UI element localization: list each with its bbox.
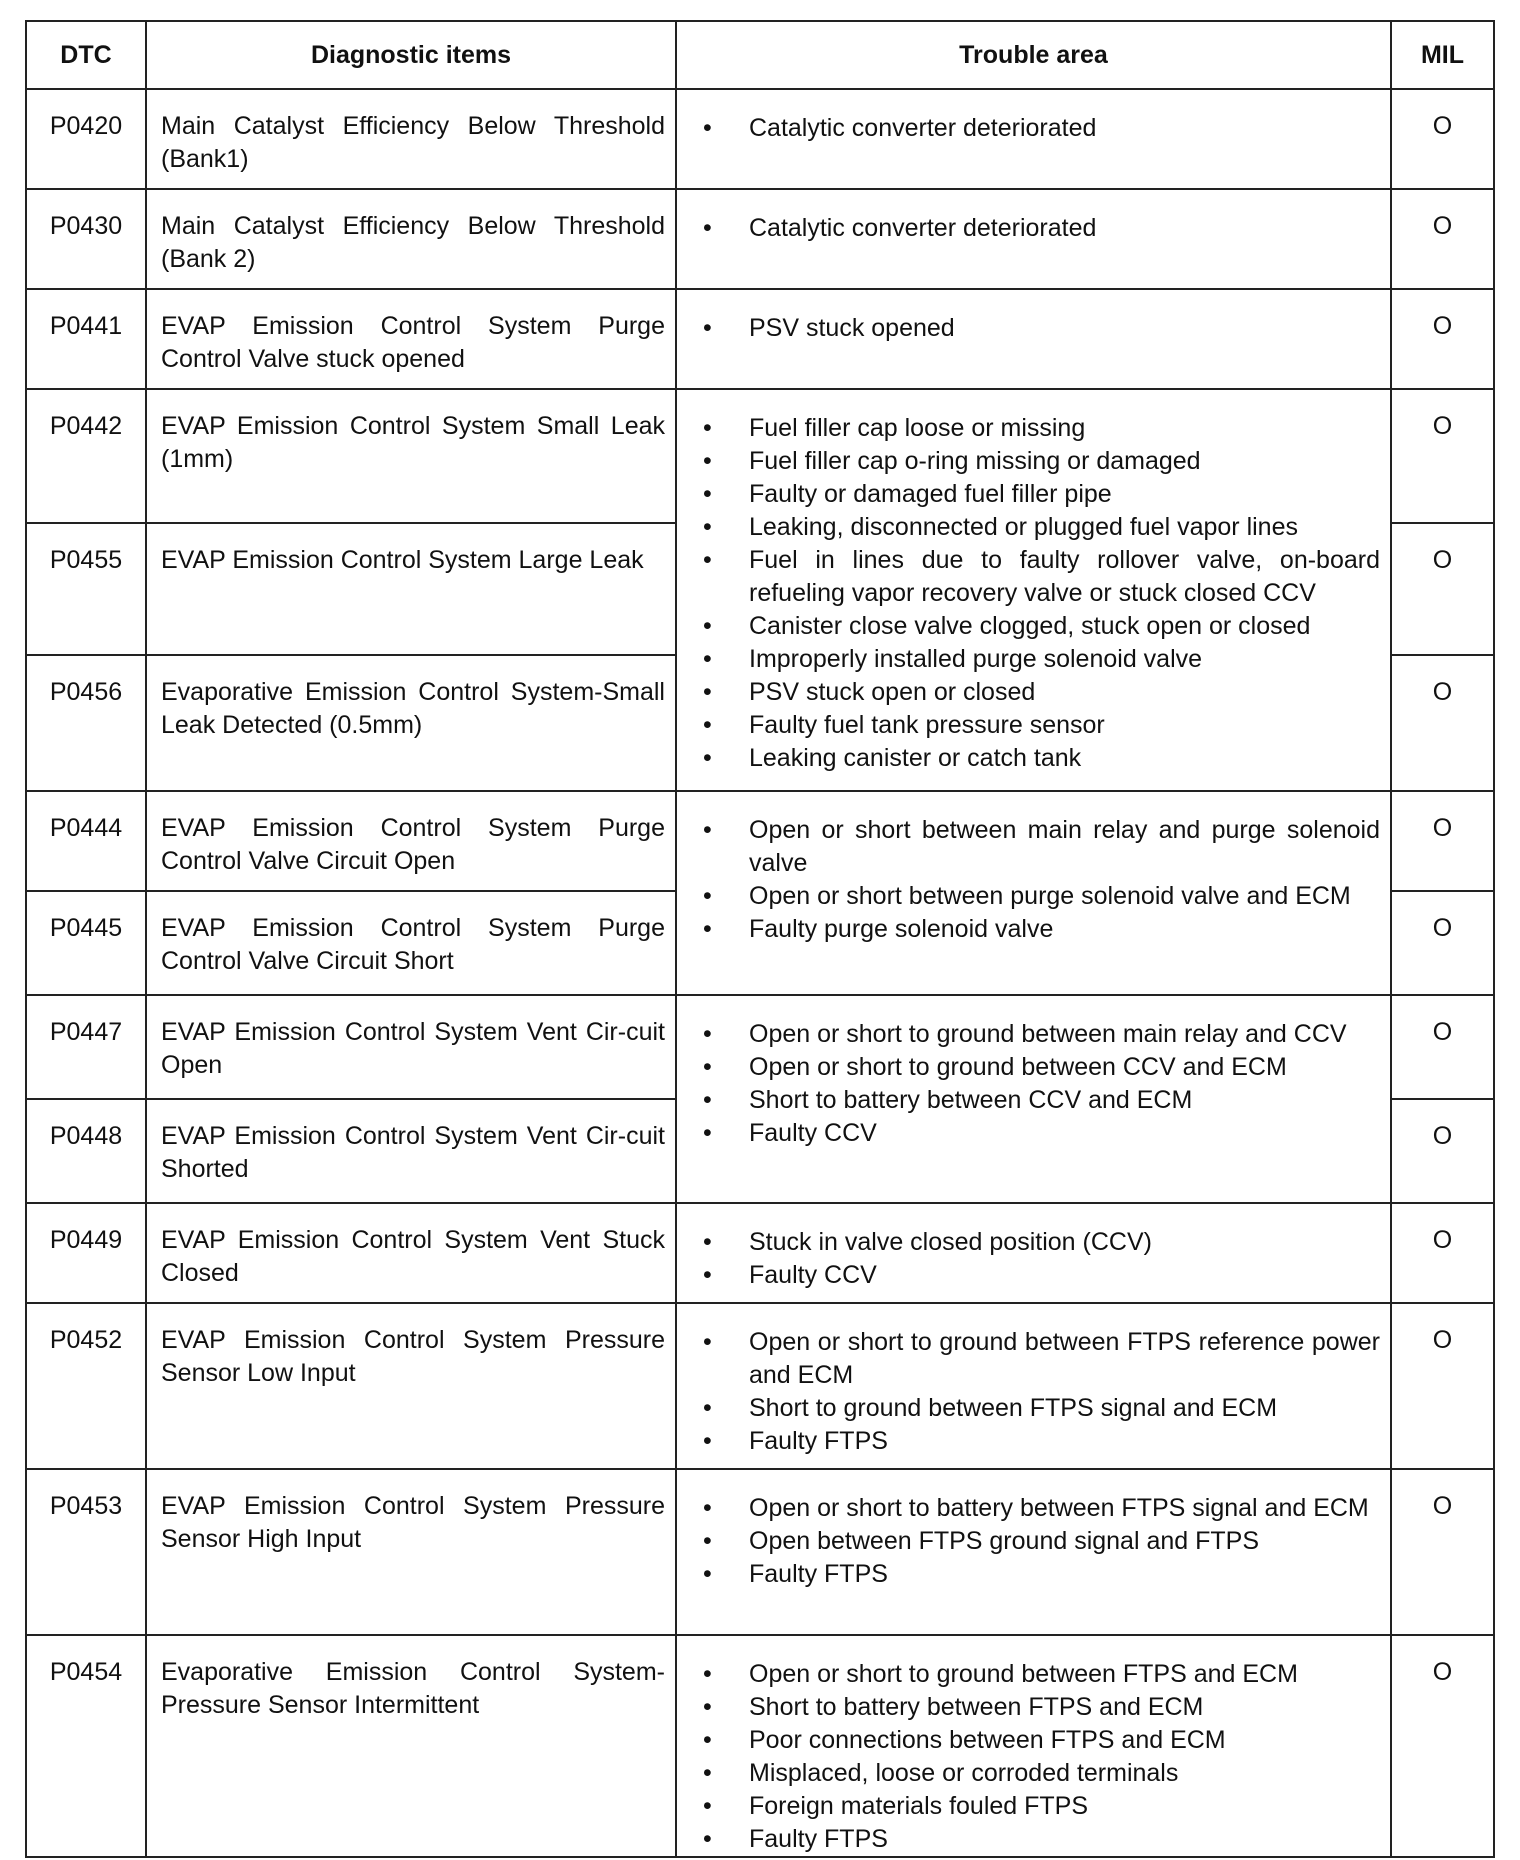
dtc-code: P0442 (26, 389, 146, 523)
trouble-list (703, 1492, 1380, 1591)
table-row (26, 1635, 1494, 1857)
diagnostic-item: Main Catalyst Efficiency Below Threshold (Bank 2) (146, 189, 676, 289)
trouble-item: • Faulty FTPS (703, 1558, 1380, 1591)
mil-mark: O (1391, 1469, 1494, 1635)
table-row (26, 289, 1494, 389)
trouble-item: • Open or short to ground between FTPS and ECM (703, 1658, 1380, 1691)
mil-mark: O (1391, 891, 1494, 995)
trouble-item: • Open or short to ground between FTPS reference power and ECM (703, 1326, 1380, 1392)
trouble-item: • Open between FTPS ground signal and FTPS (703, 1525, 1380, 1558)
trouble-area (676, 89, 1391, 189)
trouble-list (703, 412, 1380, 775)
trouble-item: • Faulty fuel tank pressure sensor (703, 709, 1380, 742)
trouble-area (676, 1203, 1391, 1303)
trouble-area (676, 995, 1391, 1203)
trouble-item: • Open or short between main relay and purge solenoid valve (703, 814, 1380, 880)
trouble-area (676, 791, 1391, 995)
dtc-code: P0445 (26, 891, 146, 995)
diagnostic-item: EVAP Emission Control System Vent Cir-cuit Open (146, 995, 676, 1099)
trouble-item: • Fuel filler cap loose or missing (703, 412, 1380, 445)
trouble-list (703, 212, 1380, 245)
trouble-item: • Short to battery between FTPS and ECM (703, 1691, 1380, 1724)
table-row (26, 1469, 1494, 1635)
trouble-area (676, 389, 1391, 791)
diagnostic-item: EVAP Emission Control System Small Leak (1mm) (146, 389, 676, 523)
trouble-item: • Misplaced, loose or corroded terminals (703, 1757, 1380, 1790)
mil-mark: O (1391, 1635, 1494, 1857)
trouble-list (703, 1658, 1380, 1856)
dtc-code: P0449 (26, 1203, 146, 1303)
trouble-list (703, 1018, 1380, 1150)
diagnostic-item: Main Catalyst Efficiency Below Threshold (Bank1) (146, 89, 676, 189)
trouble-area (676, 1469, 1391, 1635)
trouble-item: • Leaking, disconnected or plugged fuel vapor lines (703, 511, 1380, 544)
table-row (26, 89, 1494, 189)
mil-mark: O (1391, 89, 1494, 189)
dtc-code: P0452 (26, 1303, 146, 1469)
mil-mark: O (1391, 1203, 1494, 1303)
trouble-item: • Faulty CCV (703, 1259, 1380, 1292)
trouble-item: • Open or short to battery between FTPS signal and ECM (703, 1492, 1380, 1525)
table-row (26, 995, 1494, 1099)
table-row (26, 791, 1494, 891)
mil-mark: O (1391, 1099, 1494, 1203)
mil-mark: O (1391, 995, 1494, 1099)
dtc-code: P0448 (26, 1099, 146, 1203)
dtc-code: P0455 (26, 523, 146, 655)
header-trouble-area: Trouble area (676, 21, 1391, 89)
diagnostic-item: EVAP Emission Control System Vent Cir-cuit Shorted (146, 1099, 676, 1203)
table-row (26, 1203, 1494, 1303)
header-dtc: DTC (26, 21, 146, 89)
diagnostic-item: EVAP Emission Control System Pressure Sensor Low Input (146, 1303, 676, 1469)
mil-mark: O (1391, 1303, 1494, 1469)
dtc-code: P0453 (26, 1469, 146, 1635)
dtc-code: P0444 (26, 791, 146, 891)
trouble-item: • PSV stuck opened (703, 312, 1380, 345)
mil-mark: O (1391, 289, 1494, 389)
mil-mark: O (1391, 655, 1494, 791)
trouble-item: • Canister close valve clogged, stuck open or closed (703, 610, 1380, 643)
trouble-item: • Open or short to ground between main relay and CCV (703, 1018, 1380, 1051)
trouble-item: • Fuel filler cap o-ring missing or damaged (703, 445, 1380, 478)
trouble-item: • Faulty FTPS (703, 1425, 1380, 1458)
trouble-item: • Poor connections between FTPS and ECM (703, 1724, 1380, 1757)
mil-mark: O (1391, 523, 1494, 655)
trouble-list (703, 1326, 1380, 1458)
trouble-item: • Stuck in valve closed position (CCV) (703, 1226, 1380, 1259)
table-row (26, 189, 1494, 289)
trouble-item: • Faulty purge solenoid valve (703, 913, 1380, 946)
diagnostic-item: EVAP Emission Control System Pressure Sensor High Input (146, 1469, 676, 1635)
table-row (26, 389, 1494, 523)
trouble-area (676, 1303, 1391, 1469)
table-row (26, 1303, 1494, 1469)
mil-mark: O (1391, 791, 1494, 891)
trouble-item: • Improperly installed purge solenoid valve (703, 643, 1380, 676)
dtc-code: P0430 (26, 189, 146, 289)
dtc-code: P0420 (26, 89, 146, 189)
trouble-item: • Fuel in lines due to faulty rollover valve, on-board refueling vapor recovery valve or stuck closed CCV (703, 544, 1380, 610)
dtc-code: P0454 (26, 1635, 146, 1857)
trouble-area (676, 1635, 1391, 1857)
dtc-code: P0441 (26, 289, 146, 389)
trouble-item: • Catalytic converter deteriorated (703, 212, 1380, 245)
mil-mark: O (1391, 389, 1494, 523)
trouble-area (676, 189, 1391, 289)
diagnostic-item: EVAP Emission Control System Vent Stuck Closed (146, 1203, 676, 1303)
diagnostic-item: EVAP Emission Control System Purge Control Valve Circuit Short (146, 891, 676, 995)
trouble-item: • Faulty or damaged fuel filler pipe (703, 478, 1380, 511)
dtc-table (25, 20, 1493, 1852)
trouble-item: • Open or short between purge solenoid valve and ECM (703, 880, 1380, 913)
diagnostic-item: EVAP Emission Control System Purge Control Valve Circuit Open (146, 791, 676, 891)
trouble-list (703, 814, 1380, 946)
trouble-item: • Faulty FTPS (703, 1823, 1380, 1856)
header-mil: MIL (1391, 21, 1494, 89)
diagnostic-item: EVAP Emission Control System Large Leak (146, 523, 676, 655)
diagnostic-item: EVAP Emission Control System Purge Control Valve stuck opened (146, 289, 676, 389)
trouble-item: • Catalytic converter deteriorated (703, 112, 1380, 145)
trouble-item: • Short to ground between FTPS signal and ECM (703, 1392, 1380, 1425)
header-row (26, 21, 1494, 89)
trouble-list (703, 312, 1380, 345)
dtc-code: P0447 (26, 995, 146, 1099)
trouble-area (676, 289, 1391, 389)
header-diagnostic-items: Diagnostic items (146, 21, 676, 89)
trouble-item: • Short to battery between CCV and ECM (703, 1084, 1380, 1117)
dtc-code: P0456 (26, 655, 146, 791)
trouble-item: • Leaking canister or catch tank (703, 742, 1380, 775)
trouble-item: • Faulty CCV (703, 1117, 1380, 1150)
trouble-item: • PSV stuck open or closed (703, 676, 1380, 709)
trouble-list (703, 1226, 1380, 1292)
diagnostic-item: Evaporative Emission Control System-Small Leak Detected (0.5mm) (146, 655, 676, 791)
mil-mark: O (1391, 189, 1494, 289)
trouble-item: • Foreign materials fouled FTPS (703, 1790, 1380, 1823)
trouble-list (703, 112, 1380, 145)
trouble-item: • Open or short to ground between CCV and ECM (703, 1051, 1380, 1084)
diagnostic-item: Evaporative Emission Control System-Pressure Sensor Intermittent (146, 1635, 676, 1857)
